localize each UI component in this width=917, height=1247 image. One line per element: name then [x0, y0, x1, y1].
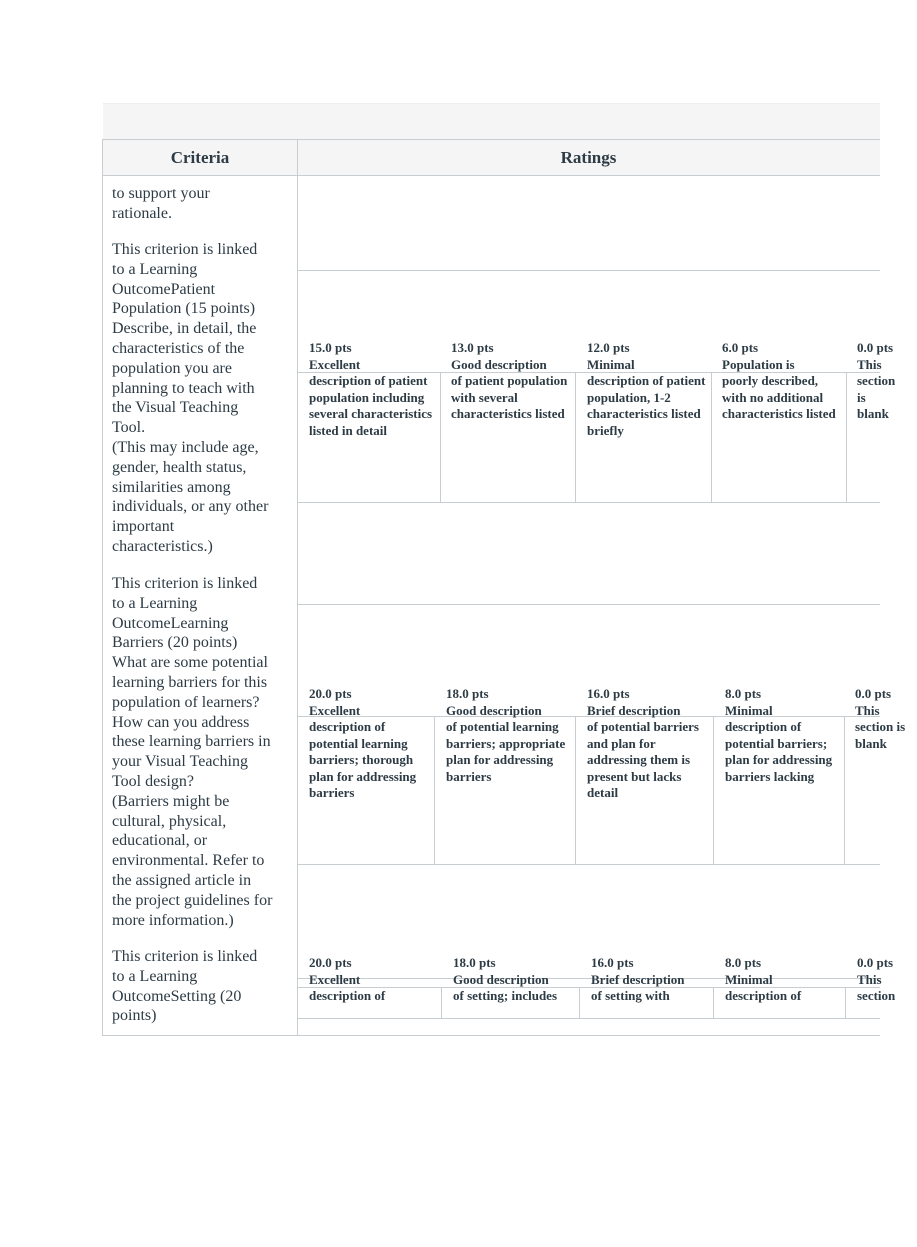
rating-divider: [711, 372, 712, 503]
rating-description: section is blank: [855, 719, 906, 751]
rating-setting-good: [453, 955, 575, 1015]
criterion-text-line: How can you address: [112, 713, 250, 731]
criteria-column-header: Criteria: [170, 148, 230, 167]
rating-description: section is blank: [857, 373, 896, 421]
rating-setting-excellent: [309, 955, 437, 1015]
rating-title: Population is: [722, 356, 795, 372]
rating-description: of potential barriers and plan for addressing them is present but lacks detail: [587, 719, 699, 800]
rating-points: 6.0 pts: [722, 340, 759, 355]
rating-title: This: [855, 702, 880, 718]
criterion-text-line: population of learners?: [112, 693, 260, 711]
rating-points: 15.0 pts: [309, 340, 352, 355]
criterion-text-line: your Visual Teaching: [112, 753, 248, 771]
rating-barriers-good: [446, 686, 570, 862]
rating-points: 18.0 pts: [453, 955, 496, 970]
criterion-text-line: population you are: [112, 359, 232, 377]
rating-setting-minimal: [725, 955, 840, 1015]
criterion-text-line: environmental. Refer to: [112, 852, 265, 870]
rating-population-poor: [722, 340, 842, 500]
rating-description: of potential learning barriers; appropriate plan for addressing barriers: [446, 719, 566, 784]
rating-divider: [575, 716, 576, 865]
rating-setting-brief: [591, 955, 709, 1015]
criterion-text-line: rationale.: [112, 204, 172, 222]
criterion-text-line: these learning barriers in: [112, 733, 271, 751]
criterion-text-line: What are some potential: [112, 654, 268, 672]
criterion-text-line: Describe, in detail, the: [112, 320, 257, 338]
criterion-text-line: learning barriers for this: [112, 673, 268, 691]
criterion-text-line: the assigned article in: [112, 871, 252, 889]
criterion-text-line: the Visual Teaching: [112, 399, 239, 417]
criterion-text-line: Tool.: [112, 419, 146, 437]
criterion-text-line: more information.): [112, 911, 234, 929]
rating-description: description of patient population, 1-2 characteristics listed briefly: [587, 373, 706, 438]
rating-divider: [440, 372, 441, 503]
criterion-text-line: characteristics.): [112, 537, 213, 555]
criterion-link-line: This criterion is linked: [112, 948, 258, 965]
rating-barriers-minimal: [725, 686, 840, 862]
rating-divider: [579, 987, 580, 1019]
criterion-patient-population: [112, 240, 292, 557]
rating-barriers-excellent: [309, 686, 431, 862]
rating-title: Minimal: [725, 971, 773, 987]
rating-title: Brief description: [587, 702, 681, 718]
rating-divider: [434, 716, 435, 865]
rating-divider: [441, 987, 442, 1019]
rubric-top-band: [103, 103, 880, 141]
rating-barriers-blank: [855, 686, 915, 862]
rating-title: This: [857, 971, 882, 987]
criterion-text-line: planning to teach with: [112, 379, 255, 397]
criterion-link-line: to a Learning: [112, 594, 198, 612]
criterion-link-line: This criterion is linked: [112, 241, 258, 258]
criterion-setting: [112, 947, 292, 1026]
rating-title: Excellent: [309, 971, 361, 987]
criterion-learning-barriers: [112, 574, 292, 930]
rating-title: Excellent: [309, 356, 361, 372]
row-separator: [297, 604, 880, 605]
rating-points: 0.0 pts: [855, 686, 892, 701]
rating-description: description of: [309, 988, 386, 1003]
rating-population-blank: [857, 340, 917, 500]
rating-description: of setting with: [591, 988, 670, 1003]
rating-population-good: [451, 340, 571, 500]
ratings-column-header: Ratings: [560, 148, 617, 167]
criterion-text-line: important: [112, 518, 175, 536]
rating-description: poorly described, with no additional characteristics listed: [722, 373, 836, 421]
rating-barriers-brief: [587, 686, 709, 862]
rating-points: 20.0 pts: [309, 955, 352, 970]
rating-setting-blank: [857, 955, 917, 1015]
rating-points: 12.0 pts: [587, 340, 630, 355]
criterion-link-line: to a Learning: [112, 967, 198, 985]
rating-title: Minimal: [725, 702, 773, 718]
criterion-text-line: similarities among: [112, 478, 231, 496]
header-bottom-border: [103, 175, 880, 176]
row-separator: [297, 270, 880, 271]
rating-title: This: [857, 356, 882, 372]
criterion-continuation: [112, 184, 292, 224]
criterion-text-line: (This may include age,: [112, 438, 259, 456]
rating-title: Good description: [451, 356, 547, 372]
criterion-link-line: This criterion is linked: [112, 575, 258, 592]
rating-divider: [713, 716, 714, 865]
criterion-text-line: educational, or: [112, 832, 208, 850]
rating-population-excellent: [309, 340, 437, 500]
rating-title: Good description: [453, 971, 549, 987]
criterion-link-line: OutcomePatient: [112, 280, 216, 298]
rating-points: 16.0 pts: [587, 686, 630, 701]
rating-points: 8.0 pts: [725, 686, 762, 701]
rating-title: Minimal: [587, 356, 635, 372]
criterion-link-line: OutcomeSetting (20: [112, 987, 242, 1005]
criterion-text-line: gender, health status,: [112, 458, 247, 476]
rating-population-minimal: [587, 340, 707, 500]
criterion-link-line: Population (15 points): [112, 300, 256, 318]
rating-description: description of potential barriers; plan for addressing barriers lacking: [725, 719, 833, 784]
rating-divider: [575, 372, 576, 503]
table-bottom-border: [103, 1035, 880, 1036]
rating-description: description of patient population including several characteristics listed in detail: [309, 373, 433, 438]
rating-divider: [844, 716, 845, 865]
table-left-border: [102, 139, 103, 1036]
rating-title: Excellent: [309, 702, 361, 718]
criterion-text-line: cultural, physical,: [112, 812, 227, 830]
rating-divider: [845, 987, 846, 1019]
rating-divider: [713, 987, 714, 1019]
criterion-link-line: points): [112, 1007, 157, 1025]
criterion-link-line: to a Learning: [112, 260, 198, 278]
rating-description: description of potential learning barriers; thorough plan for addressing barriers: [309, 719, 417, 800]
rating-points: 0.0 pts: [857, 340, 894, 355]
rating-description: section: [857, 988, 896, 1003]
rating-points: 16.0 pts: [591, 955, 634, 970]
table-top-border: [103, 139, 880, 140]
rating-points: 20.0 pts: [309, 686, 352, 701]
rating-description: description of: [725, 988, 802, 1003]
rating-description: of setting; includes: [453, 988, 557, 1003]
criterion-text-line: the project guidelines for: [112, 891, 273, 909]
criterion-link-line: OutcomeLearning: [112, 614, 229, 632]
rating-points: 13.0 pts: [451, 340, 494, 355]
rating-description: of patient population with several characteristics listed: [451, 373, 568, 421]
rating-divider: [846, 372, 847, 503]
rating-points: 0.0 pts: [857, 955, 894, 970]
criteria-column-divider: [297, 139, 298, 1036]
criterion-text-line: characteristics of the: [112, 339, 245, 357]
criterion-text-line: Tool design?: [112, 772, 194, 790]
criterion-text-line: (Barriers might be: [112, 792, 230, 810]
criterion-link-line: Barriers (20 points): [112, 634, 238, 652]
rating-box-line: [297, 1018, 880, 1019]
rating-points: 8.0 pts: [725, 955, 762, 970]
rating-box-line: [297, 502, 880, 503]
rating-title: Good description: [446, 702, 542, 718]
criterion-text-line: individuals, or any other: [112, 498, 269, 516]
rating-points: 18.0 pts: [446, 686, 489, 701]
rating-box-line: [297, 864, 880, 865]
rating-title: Brief description: [591, 971, 685, 987]
criterion-text-line: to support your: [112, 185, 210, 202]
